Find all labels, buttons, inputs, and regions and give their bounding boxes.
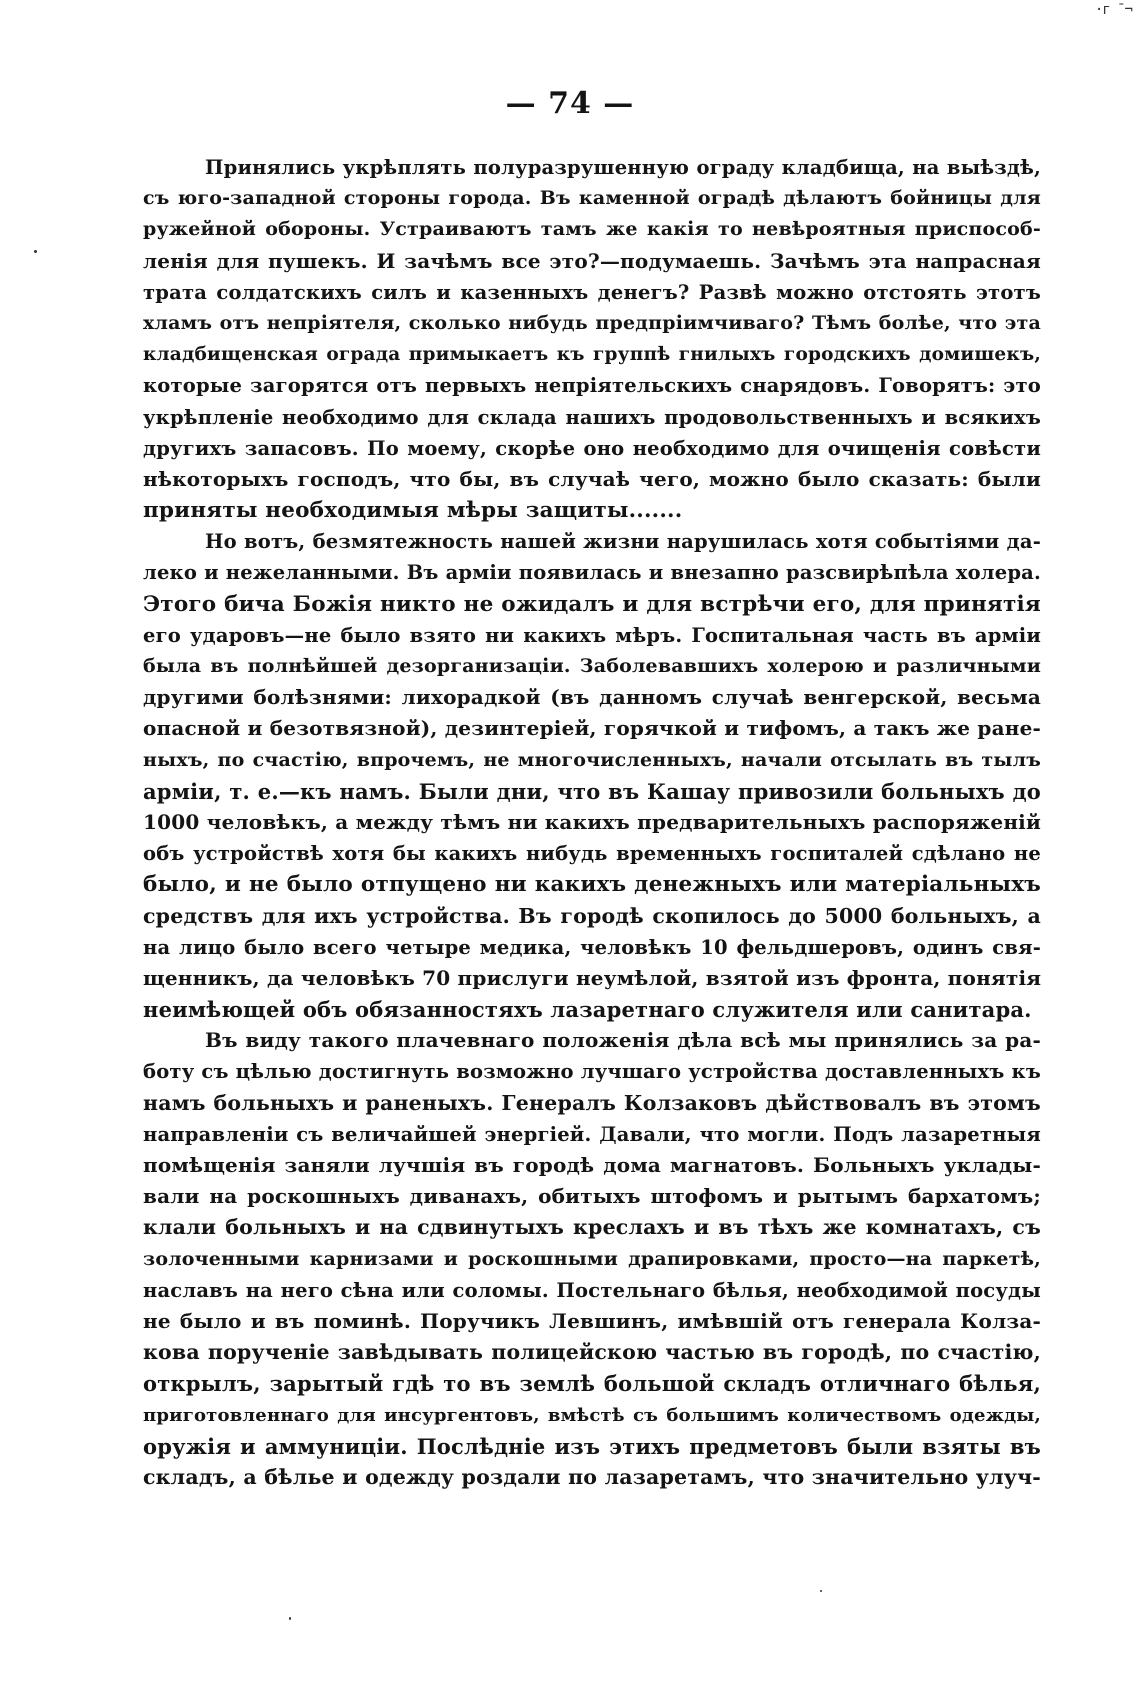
text-line: средствъ для ихъ устройства. Въ городѣ скопилось до 5000 больныхъ, а [143,903,1041,928]
text-line: намъ больныхъ и раненыхъ. Генералъ Колзаковъ дѣйствовалъ въ этомъ [143,1090,1041,1115]
body-text [143,152,1041,1493]
scan-corner-mark: ·г ¯¬ [1094,2,1132,18]
text-line: другими болѣзнями: лихорадкой (въ данномъ случаѣ венгерской, весьма [143,685,1041,710]
text-line: клали больныхъ и на сдвинутыхъ креслахъ и въ тѣхъ же комнатахъ, съ [143,1215,1041,1240]
text-line: леко и нежеланными. Въ арміи появилась и внезапно разсвирѣпѣла холера. [143,561,1041,585]
text-line: на лицо было всего четыре медика, человѣкъ 10 фельдшеровъ, одинъ свя- [143,935,1041,959]
text-line: ружейной обороны. Устраиваютъ тамъ же какія то невѣроятныя приспособ- [143,218,1041,241]
text-line: неимѣющей объ обязанностяхъ лазаретнаго служителя или санитара. [143,997,1032,1023]
text-line: хламъ отъ непріятеля, сколько нибудь предпріимчиваго? Тѣмъ болѣе, что эта [143,311,1041,334]
text-line: Но вотъ, безмятежность нашей жизни нарушилась хотя событіями да- [205,530,1041,554]
text-line: кова порученіе завѣдывать полицейскою частью въ городѣ, по счастію, [143,1340,1041,1365]
text-line: объ устройствѣ хотя бы какихъ нибудь временныхъ госпиталей сдѣлано не [143,842,1041,866]
text-line: золоченными карнизами и роскошными драпировками, просто—на паркетѣ, [143,1247,1041,1270]
text-line: трата солдатскихъ силъ и казенныхъ денегъ? Развѣ можно отстоять этотъ [143,280,1041,304]
text-line: боту съ цѣлью достигнуть возможно лучшаго устройства доставленныхъ къ [143,1060,1041,1084]
text-line: арміи, т. е.—къ намъ. Были дни, что въ Кашау привозили больныхъ до [143,778,1041,804]
text-line: ленія для пушекъ. И зачѣмъ все это?—подумаешь. Зачѣмъ эта напрасная [143,248,1041,273]
text-line: Принялись укрѣплять полуразрушенную ограду кладбища, на выѣздѣ, [205,156,1041,179]
text-line: другихъ запасовъ. По моему, скорѣе оно необходимо для очищенія совѣсти [143,436,1041,460]
text-line: было, и не было отпущено ни какихъ денежныхъ или матеріальныхъ [143,872,1041,898]
scan-speck [34,250,37,253]
text-line: ныхъ, по счастію, впрочемъ, не многочисленныхъ, начали отсылать въ тылъ [143,748,1041,771]
text-line: не было и въ поминѣ. Поручикъ Левшинъ, имѣвшій отъ генерала Колза- [143,1308,1041,1333]
text-line: которые загорятся отъ первыхъ непріятельскихъ снарядовъ. Говорятъ: это [143,374,1041,398]
text-line: направленіи съ величайшей энергіей. Давали, что могли. Подъ лазаретныя [143,1122,1041,1146]
text-line: укрѣпленіе необходимо для склада нашихъ продовольственныхъ и всякихъ [143,405,1041,429]
scan-speck [820,1590,822,1592]
text-line: 1000 человѣкъ, а между тѣмъ ни какихъ предварительныхъ распоряженій [143,809,1041,834]
page-number: — 74 — [505,86,635,121]
text-line: щенникъ, да человѣкъ 70 прислуги неумѣлой, взятой изъ фронта, понятія [143,965,1042,990]
scan-speck [289,1617,291,1620]
text-line: наславъ на него сѣна или соломы. Постельнаго бѣлья, необходимой посуды [143,1278,1041,1302]
text-line: нѣкоторыхъ господъ, что бы, въ случаѣ чего, можно было сказать: были [143,466,1041,491]
text-line: его ударовъ—не было взято ни какихъ мѣръ. Госпитальная часть въ арміи [143,623,1041,647]
text-line: вали на роскошныхъ диванахъ, обитыхъ штофомъ и рытымъ бархатомъ; [143,1184,1041,1209]
text-line: помѣщенія заняли лучшія въ городѣ дома магнатовъ. Больныхъ уклады- [143,1153,1041,1177]
text-line: Этого бича Божія никто не ожидалъ и для встрѣчи его, для принятія [143,591,1041,617]
text-line: Въ виду такого плачевнаго положенія дѣла всѣ мы принялись за ра- [205,1028,1041,1053]
text-line: складъ, а бѣлье и одежду роздали по лазаретамъ, что значительно улуч- [143,1464,1041,1489]
text-line: оружія и аммуниціи. Послѣдніе изъ этихъ предметовъ были взяты въ [143,1433,1041,1459]
text-line: кладбищенская ограда примыкаетъ къ группѣ гнилыхъ городскихъ домишекъ, [143,344,1041,366]
text-line: опасной и безотвязной), дезинтеріей, горячкой и тифомъ, а такъ же ране- [143,716,1041,741]
text-line: была въ полнѣйшей дезорганизаціи. Заболевавшихъ холерою и различными [143,655,1041,677]
text-line: приготовленнаго для инсургентовъ, вмѣстѣ съ большимъ количествомъ одежды, [143,1404,1041,1426]
text-line: съ юго-западной стороны города. Въ каменной оградѣ дѣлаютъ бойницы для [143,187,1041,210]
text-line: приняты необходимыя мѣры защиты....... [143,498,683,524]
text-line: открылъ, зарытый гдѣ то въ землѣ большой складъ отличнаго бѣлья, [143,1371,1041,1397]
